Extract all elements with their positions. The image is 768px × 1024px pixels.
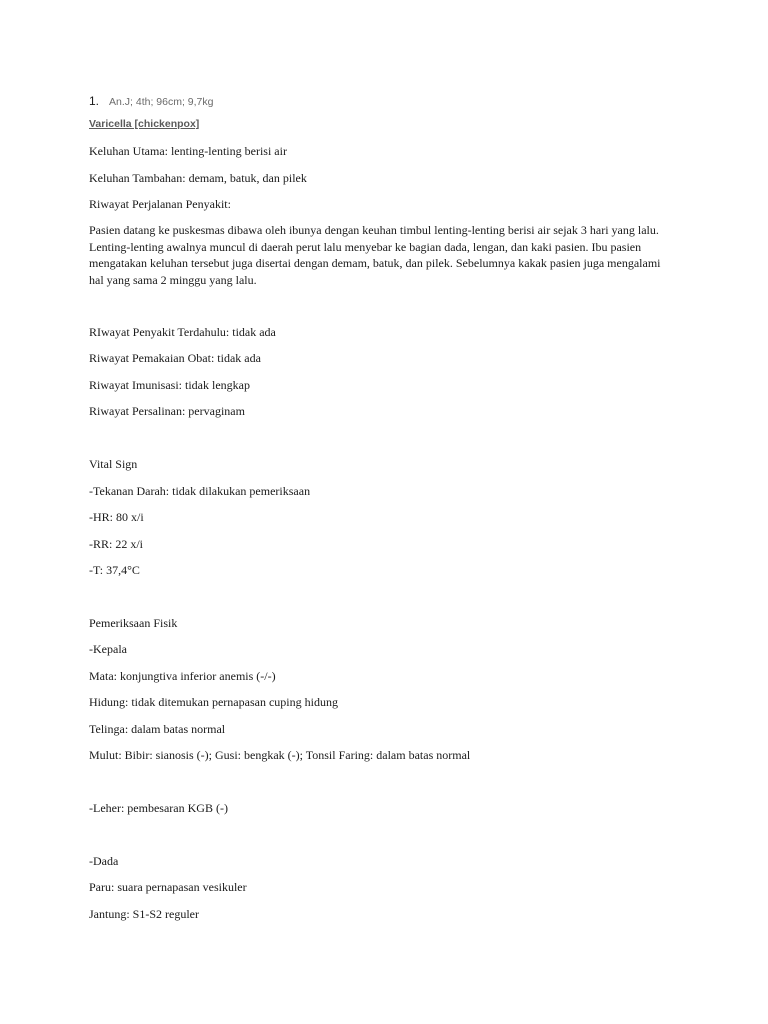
rpp-paragraph: Pasien datang ke puskesmas dibawa oleh ibunya dengan keuhan timbul lenting-lenting berisi air sejak 3 hari yang lalu. Lenting-lenting awalnya muncul di daerah perut lalu menyebar ke bagian dada, lengan, dan kaki pasien. Ibu pasien mengatakan keluhan tersebut juga disertai dengan demam, batuk, dan pilek. Sebelumnya kakak pasien juga mengalami hal yang sama 2 minggu yang lalu. — [89, 223, 661, 287]
mata: Mata: konjungtiva inferior anemis (-/-) — [89, 669, 276, 683]
vital-sign-heading: Vital Sign — [89, 457, 138, 471]
riwayat-penyakit-terdahulu: RIwayat Penyakit Terdahulu: tidak ada — [89, 325, 276, 339]
pemeriksaan-fisik-heading: Pemeriksaan Fisik — [89, 616, 178, 630]
telinga: Telinga: dalam batas normal — [89, 722, 226, 736]
diagnosis-title: Varicella [chickenpox] — [89, 118, 200, 130]
paru: Paru: suara pernapasan vesikuler — [89, 880, 247, 894]
keluhan-tambahan: Keluhan Tambahan: demam, batuk, dan pilek — [89, 171, 307, 185]
kepala-heading: -Kepala — [89, 642, 127, 656]
rpp-heading: Riwayat Perjalanan Penyakit: — [89, 197, 231, 211]
riwayat-pemakaian-obat: Riwayat Pemakaian Obat: tidak ada — [89, 351, 261, 365]
leher: -Leher: pembesaran KGB (-) — [89, 801, 228, 815]
dada-heading: -Dada — [89, 854, 119, 868]
keluhan-utama: Keluhan Utama: lenting-lenting berisi air — [89, 144, 287, 158]
heart-rate: -HR: 80 x/i — [89, 510, 144, 524]
jantung: Jantung: S1-S2 reguler — [89, 907, 199, 921]
riwayat-persalinan: Riwayat Persalinan: pervaginam — [89, 404, 245, 418]
case-header — [89, 92, 214, 110]
patient-summary: An.J; 4th; 96cm; 9,7kg — [109, 96, 214, 108]
riwayat-imunisasi: Riwayat Imunisasi: tidak lengkap — [89, 378, 250, 392]
mulut: Mulut: Bibir: sianosis (-); Gusi: bengkak (-); Tonsil Faring: dalam batas normal — [89, 748, 471, 762]
respiratory-rate: -RR: 22 x/i — [89, 537, 144, 551]
case-number: 1. — [89, 94, 100, 108]
temperature: -T: 37,4°C — [89, 563, 140, 577]
hidung: Hidung: tidak ditemukan pernapasan cuping hidung — [89, 695, 338, 709]
tekanan-darah: -Tekanan Darah: tidak dilakukan pemeriksaan — [89, 484, 311, 498]
